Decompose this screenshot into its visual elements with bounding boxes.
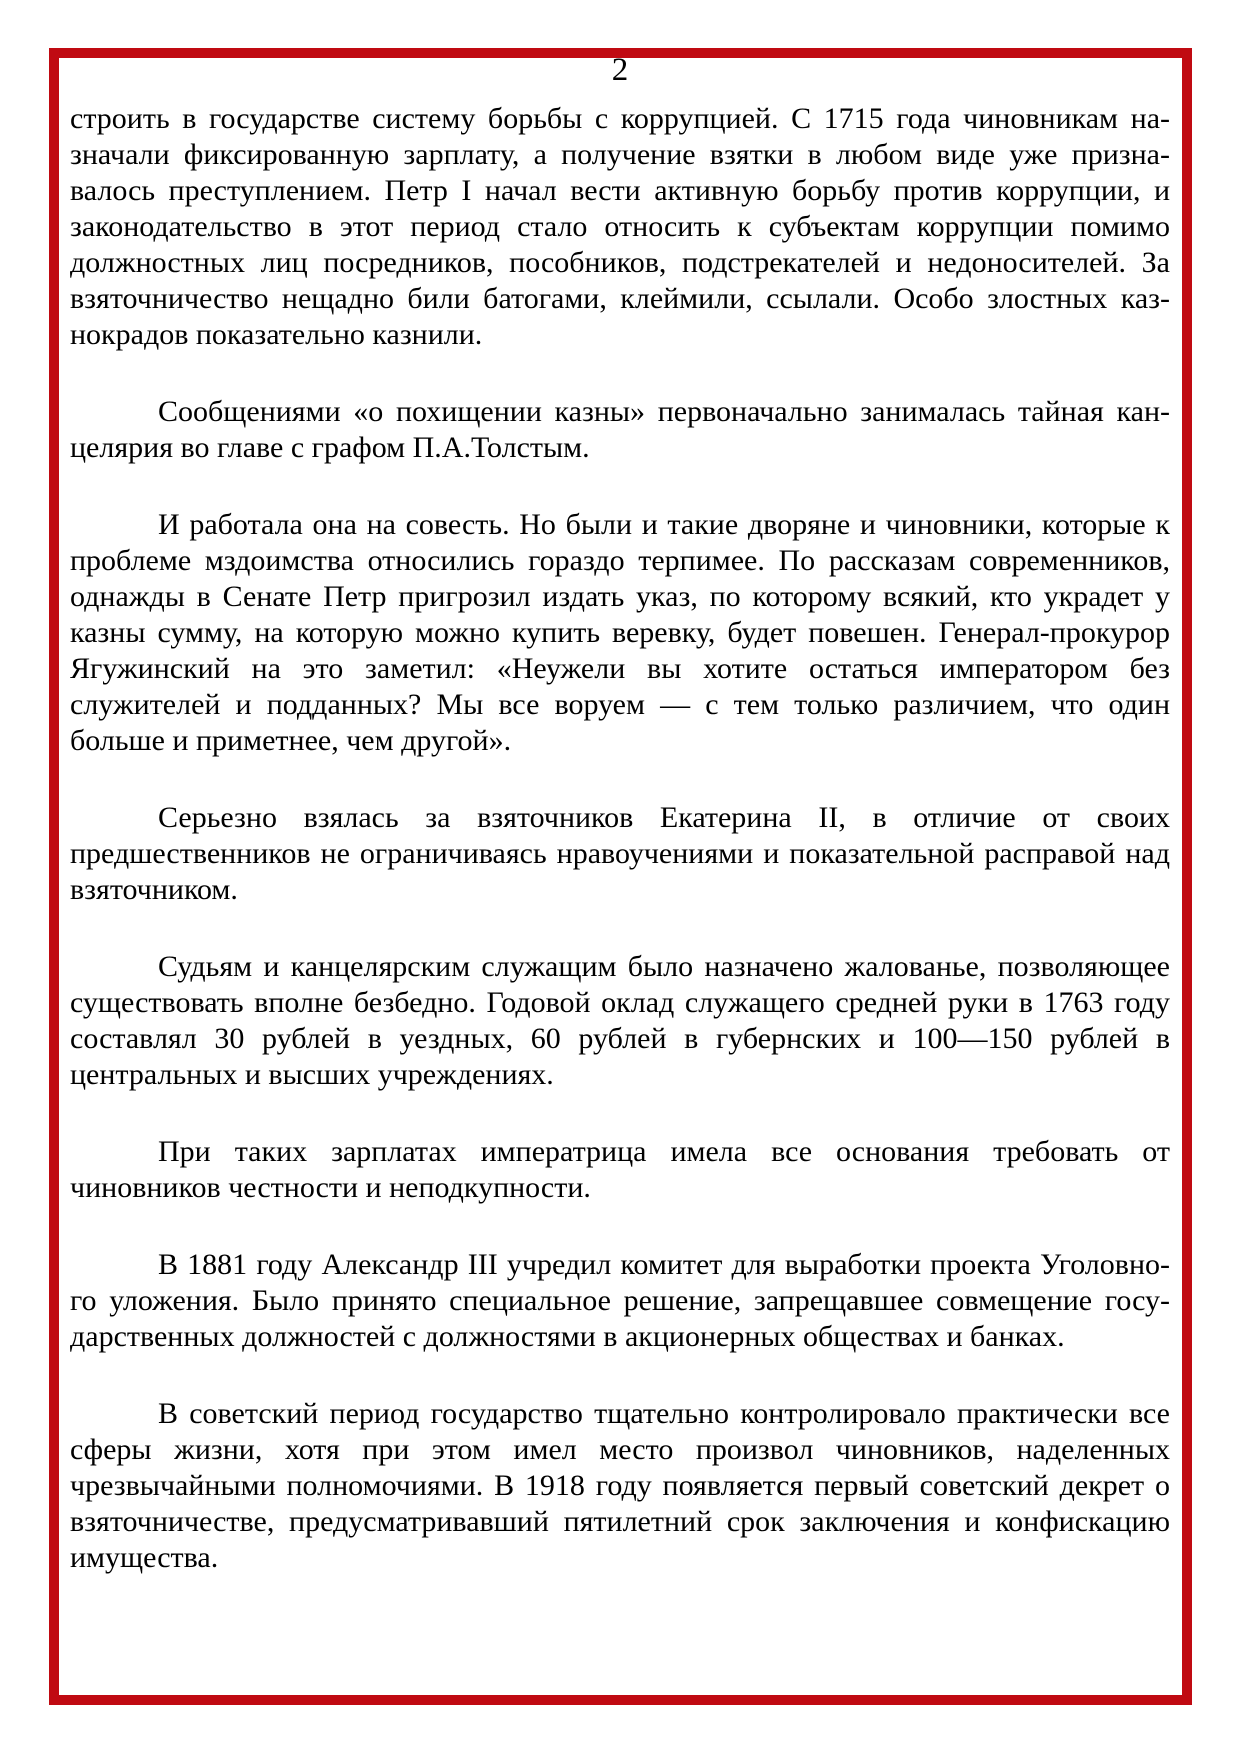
paragraph-line: Серьезно взялась за взяточников Екатерина II, в отличие от своих [158, 801, 1170, 834]
document-body [70, 101, 1170, 1576]
paragraph-line: взяточничество нещадно били батогами, клеймили, ссылали. Особо злостных каз- [70, 282, 1170, 315]
paragraph [70, 507, 1170, 759]
paragraph-line: целярия во главе с графом П.А.Толстым. [70, 431, 590, 464]
paragraph [70, 101, 1170, 353]
paragraph-line: нокрадов показательно казнили. [70, 318, 483, 351]
paragraph-line: сферы жизни, хотя при этом имел место произвол чиновников, наделенных [70, 1433, 1170, 1466]
paragraph-line: законодательство в этот период стало относить к субъектам коррупции помимо [70, 210, 1170, 243]
paragraph [70, 1247, 1170, 1355]
paragraph [70, 394, 1170, 466]
paragraph-line: составлял 30 рублей в уездных, 60 рублей в губернских и 100—150 рублей в [70, 1022, 1170, 1055]
paragraph-line: имущества. [70, 1541, 219, 1574]
paragraph-line: проблеме мздоимства относились гораздо терпимее. По рассказам современников, [70, 544, 1170, 577]
paragraph-line: В советский период государство тщательно контролировало практически все [158, 1397, 1170, 1430]
paragraph-line: служителей и подданных? Мы все воруем — с тем только различием, что один [70, 688, 1170, 721]
paragraph-line: взяточником. [70, 873, 238, 906]
paragraph [70, 1134, 1170, 1206]
paragraph-line: Ягужинский на это заметил: «Неужели вы хотите остаться императором без [70, 652, 1170, 685]
paragraph-line: дарственных должностей с должностями в акционерных обществах и банках. [70, 1320, 1065, 1353]
paragraph-line: значали фиксированную зарплату, а получение взятки в любом виде уже призна- [70, 138, 1170, 171]
paragraph-line: предшественников не ограничиваясь нравоучениями и показательной расправой над [70, 837, 1170, 870]
paragraph-line: Судьям и канцелярским служащим было назначено жалованье, позволяющее [158, 950, 1170, 983]
paragraph-line: однажды в Сенате Петр пригрозил издать указ, по которому всякий, кто украдет у [70, 580, 1170, 613]
paragraph-line: чрезвычайными полномочиями. В 1918 году появляется первый советский декрет о [70, 1469, 1170, 1502]
paragraph-line: При таких зарплатах императрица имела все основания требовать от [158, 1135, 1170, 1168]
paragraph-line: центральных и высших учреждениях. [70, 1058, 554, 1091]
paragraph-line: строить в государстве систему борьбы с коррупцией. С 1715 года чиновникам на- [70, 102, 1170, 135]
paragraph [70, 800, 1170, 908]
paragraph-line: больше и приметнее, чем другой». [70, 724, 512, 757]
paragraph [70, 1396, 1170, 1576]
page-number: 2 [611, 52, 629, 88]
paragraph-line: существовать вполне безбедно. Годовой оклад служащего средней руки в 1763 году [70, 986, 1170, 1019]
paragraph-line: В 1881 году Александр III учредил комитет для выработки проекта Уголовно- [158, 1248, 1170, 1281]
paragraph-line: Сообщениями «о похищении казны» первоначально занималась тайная кан- [158, 395, 1170, 428]
paragraph-line: чиновников честности и неподкупности. [70, 1171, 591, 1204]
paragraph-line: И работала она на совесть. Но были и такие дворяне и чиновники, которые к [158, 508, 1170, 541]
paragraph-line: го уложения. Было принято специальное решение, запрещавшее совмещение госу- [70, 1284, 1170, 1317]
paragraph-line: должностных лиц посредников, пособников, подстрекателей и недоносителей. За [70, 246, 1170, 279]
paragraph [70, 949, 1170, 1093]
paragraph-line: взяточничестве, предусматривавший пятилетний срок заключения и конфискацию [70, 1505, 1170, 1538]
paragraph-line: казны сумму, на которую можно купить веревку, будет повешен. Генерал-прокурор [70, 616, 1170, 649]
paragraph-line: валось преступлением. Петр I начал вести активную борьбу против коррупции, и [70, 174, 1170, 207]
